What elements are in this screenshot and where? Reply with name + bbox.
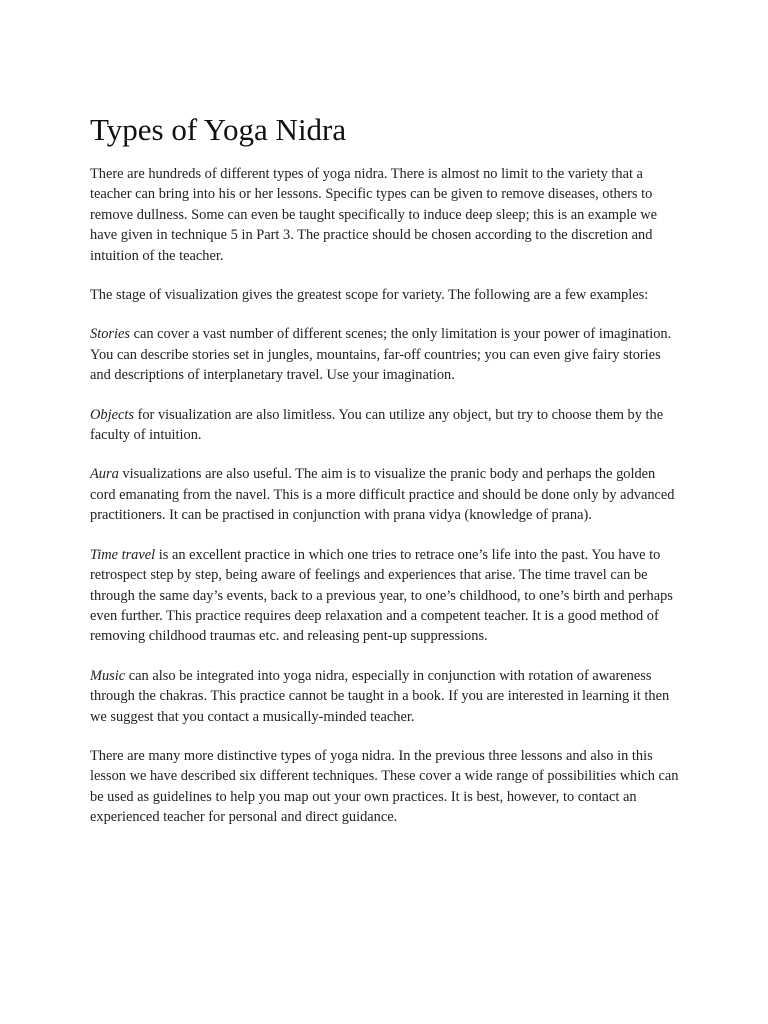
objects-paragraph [90,405,682,446]
music-paragraph [90,666,682,727]
closing-paragraph: There are many more distinctive types of yoga nidra. In the previous three lessons and also in this lesson we have described six different techniques. These cover a wide range of possibilities which can be used as guidelines to help you map out your own practices. It is best, however, to contact an experienced teacher for personal and direct guidance. [90,747,679,826]
time-travel-term: Time travel [90,546,156,563]
music-term: Music [90,667,126,684]
intro-paragraph: There are hundreds of different types of yoga nidra. There is almost no limit to the variety that a teacher can bring into his or her lessons. Specific types can be given to remove diseases, others to remove dullness. Some can even be taught specifically to induce deep sleep; this is an example we have given in technique 5 in Part 3. The practice should be chosen according to the discretion and intuition of the teacher. [90,166,658,264]
time-travel-paragraph [90,545,682,647]
objects-text: for visualization are also limitless. You can utilize any object, but try to choose them by the faculty of intuition. [90,406,664,444]
stories-paragraph [90,324,682,385]
visualization-paragraph: The stage of visualization gives the greatest scope for variety. The following are a few examples: [90,287,649,304]
stories-term: Stories [90,326,130,343]
document-page [90,112,682,847]
aura-text: visualizations are also useful. The aim is to visualize the pranic body and perhaps the golden cord emanating from the navel. This is a more difficult practice and should be done only by advanced practitioners. It can be practised in conjunction with prana vidya (knowledge of prana). [90,466,675,524]
page-title: Types of Yoga Nidra [90,112,347,147]
objects-term: Objects [90,406,134,423]
aura-term: Aura [90,466,119,483]
music-text: can also be integrated into yoga nidra, especially in conjunction with rotation of awareness through the chakras. This practice cannot be taught in a book. If you are interested in learning it then we suggest that you contact a musically-minded teacher. [90,667,670,725]
time-travel-text: is an excellent practice in which one tries to retrace one’s life into the past. You have to retrospect step by step, being aware of feelings and experiences that arise. The time travel can be through the same day’s events, back to a previous year, to one’s childhood, to one’s birth and perhaps even further. This practice requires deep relaxation and a competent teacher. It is a good method of removing childhood traumas etc. and releasing pent-up suppressions. [90,546,673,645]
aura-paragraph [90,464,682,525]
stories-text: can cover a vast number of different scenes; the only limitation is your power of imagination. You can describe stories set in jungles, mountains, far-off countries; you can even give fairy stories and descriptions of interplanetary travel. Use your imagination. [90,326,672,384]
